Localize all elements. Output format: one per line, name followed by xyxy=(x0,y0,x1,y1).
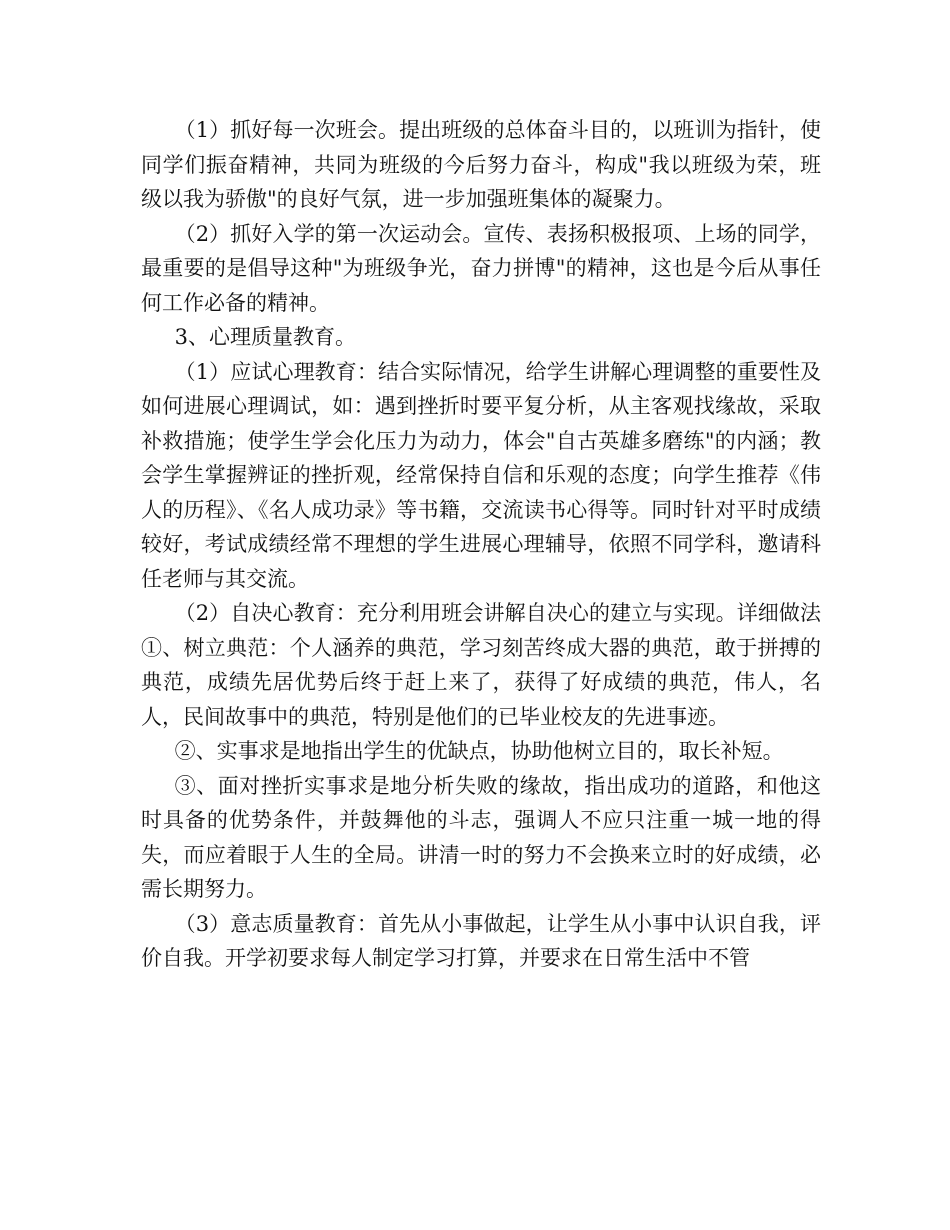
paragraph-sports-meet: （2）抓好入学的第一次运动会。宣传、表扬积极报项、上场的同学，最重要的是倡导这种"为班级争光，奋力拼博"的精神，这也是今后从事任何工作必备的精神。 xyxy=(141,221,821,315)
paragraph-point-two: ②、实事求是地指出学生的优缺点，协助他树立目的，取长补短。 xyxy=(174,739,784,763)
paragraph-point-three: ③、面对挫折实事求是地分析失败的缘故，指出成功的道路，和他这时具备的优势条件，并鼓舞他的斗志，强调人不应只注重一城一地的得失，而应着眼于人生的全局。讲清一时的努力不会换来立时的好成绩，必需长期努力。 xyxy=(141,773,821,901)
paragraph-exam-psychology: （1）应试心理教育：结合实际情况，给学生讲解心理调整的重要性及如何进展心理调试，如：遇到挫折时要平复分析，从主客观找缘故，采取补救措施；使学生学会化压力为动力，体会"自古英雄多磨练"的内涵；教会学生掌握辨证的挫折观，经常保持自信和乐观的态度；向学生推荐《伟人的历程》、《名人成功录》等书籍，交流读书心得等。同时针对平时成绩较好，考试成绩经常不理想的学生进展心理辅导，依照不同学科，邀请科任老师与其交流。 xyxy=(141,359,821,591)
document-body xyxy=(141,113,863,976)
paragraph-confidence-education: （2）自决心教育：充分利用班会讲解自决心的建立与实现。详细做法 ①、树立典范：个人涵养的典范，学习刻苦终成大器的典范，敢于拼搏的典范，成绩先居优势后终于赶上来了，获得了好成绩的典范，伟人，名人，民间故事中的典范，特别是他们的已毕业校友的先进事迹。 xyxy=(141,601,863,729)
paragraph-section-heading: 3、心理质量教育。 xyxy=(174,325,356,349)
paragraph-class-meeting: （1）抓好每一次班会。提出班级的总体奋斗目的，以班训为指针，使同学们振奋精神，共同为班级的今后努力奋斗，构成"我以班级为荣，班级以我为骄傲"的良好气氛，进一步加强班集体的凝聚力。 xyxy=(141,118,821,211)
paragraph-will-education: （3）意志质量教育：首先从小事做起，让学生从小事中认识自我，评价自我。开学初要求每人制定学习打算，并要求在日常生活中不管 xyxy=(141,911,821,970)
